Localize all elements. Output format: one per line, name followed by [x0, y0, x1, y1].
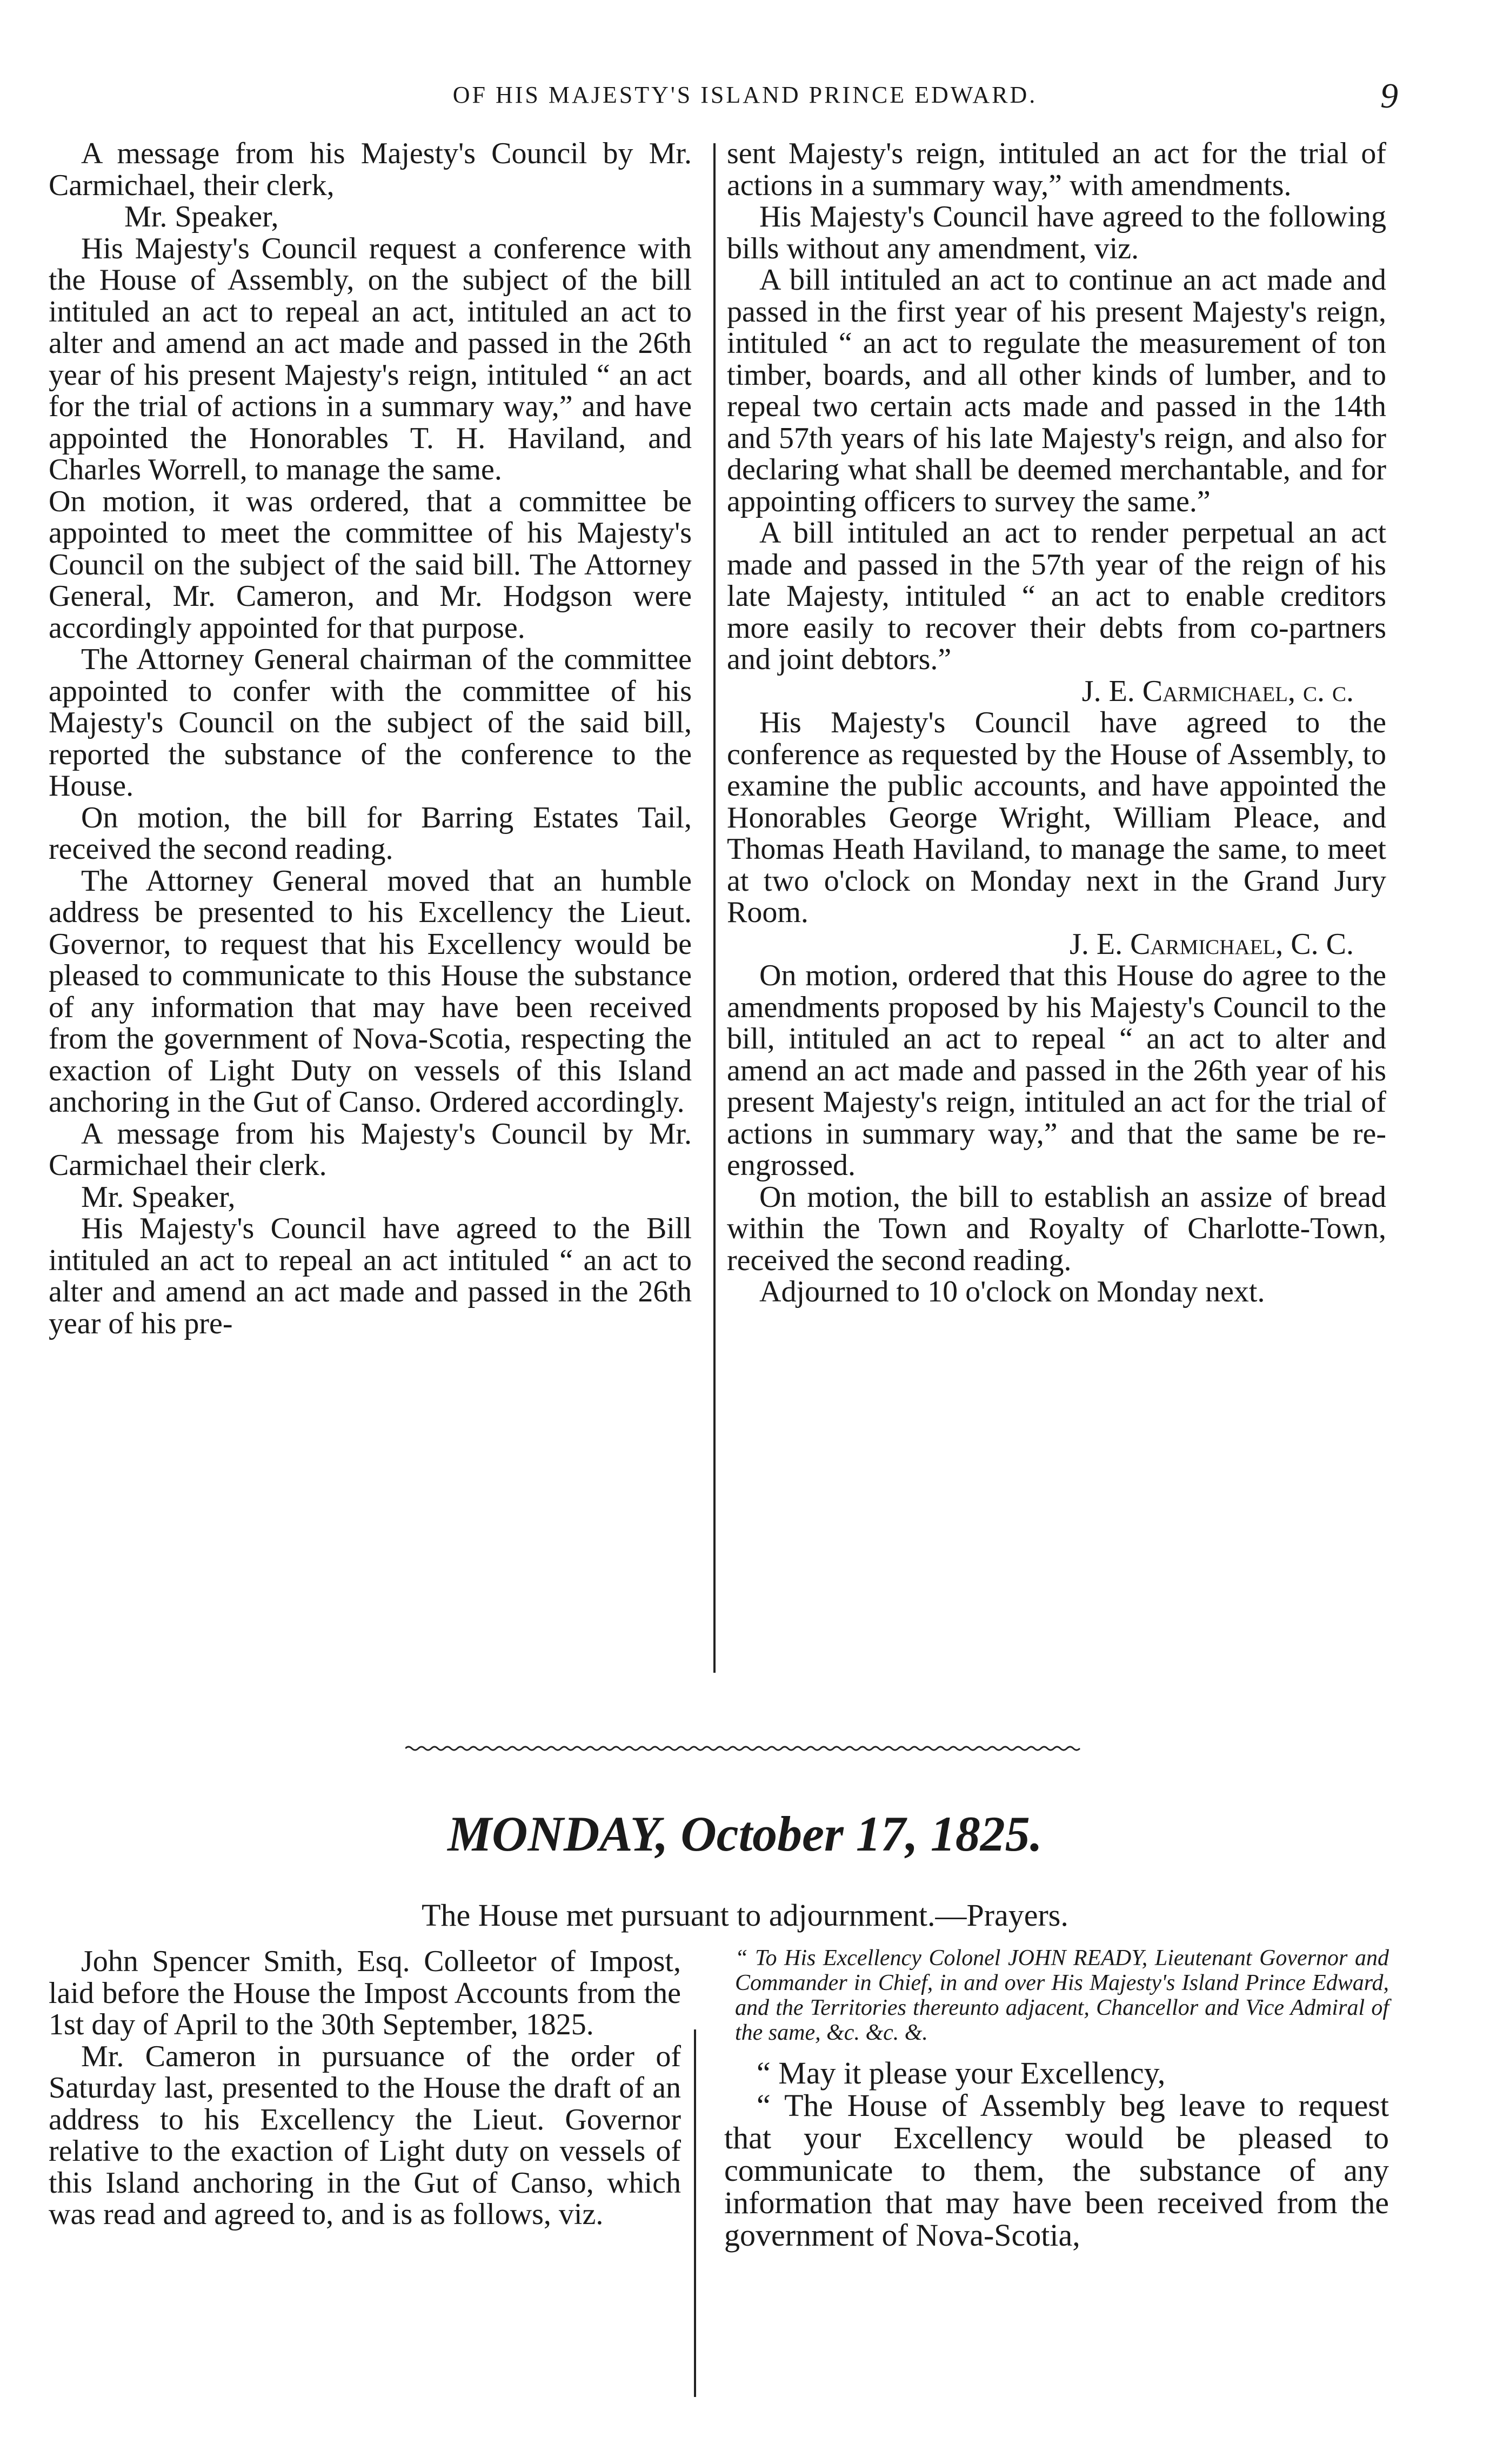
wavy-separator: [405, 1745, 1081, 1752]
signature: J. E. Carmichael, c. c.: [1081, 674, 1354, 708]
paragraph: The Attorney General moved that an humble address be presented to his Excellency the Lieut. Governor, to request that his Excellency would be pleased to communicate to this House the substance of any information that may have been received from the government of Nova-Scotia, respecting the exaction of Light Duty on vessels of this Island anchoring in the Gut of Canso. Ordered accordingly.: [49, 864, 692, 1119]
paragraph: His Majesty's Council have agreed to the Bill intituled an act to repeal an act intituled “ an act to alter and amend an act made and passed in the 26th year of his pre-: [49, 1212, 692, 1340]
paragraph: On motion, the bill to establish an assize of bread within the Town and Royalty of Charlotte-Town, received the second reading.: [727, 1180, 1386, 1277]
day-heading: MONDAY, October 17, 1825.: [447, 1806, 1043, 1861]
paragraph: John Spencer Smith, Esq. Colleetor of Impost, laid before the House the Impost Accounts from the 1st day of April to the 30th September, 1825.: [49, 1945, 681, 2041]
salutation: Mr. Speaker,: [81, 1180, 236, 1214]
address-heading: “ To His Excellency Colonel JOHN READY, Lieutenant Governor and Commander in Chief, in and over His Majesty's Island Prince Edward, and the Territories thereunto adjacent, Chancellor and Vice Admiral of the same, &c. &c. &.: [735, 1946, 1389, 2045]
column-right-top: [727, 138, 1386, 1308]
column-right-bottom: [724, 1946, 1389, 2252]
paragraph: On motion, ordered that this House do agree to the amendments proposed by his Majesty's Council to the bill, intituled an act to repeal “ an act to alter and amend an act made and passed in the 26th year of his present Majesty's reign, intituled an act for the trial of actions in summary way,” and that the same be re-engrossed.: [727, 959, 1386, 1182]
column-left-bottom: [49, 1946, 681, 2231]
address-body: [724, 2057, 1389, 2252]
paragraph: “ The House of Assembly beg leave to request that your Excellency would be pleased to communicate to them, the substance of any information that may have been received from the government of Nova-Scotia,: [724, 2088, 1389, 2253]
salutation: “ May it please your Excellency,: [757, 2055, 1166, 2091]
paragraph: His Majesty's Council have agreed to the conference as requested by the House of Assembly, to examine the public accounts, and have appointed the Honorables George Wright, William Pleace, and Thomas Heath Haviland, to manage the same, to meet at two o'clock on Monday next in the Grand Jury Room.: [727, 706, 1386, 929]
paragraph: A message from his Majesty's Council by Mr. Carmichael their clerk.: [49, 1117, 692, 1182]
paragraph: On motion, the bill for Barring Estates Tail, received the second reading.: [49, 800, 692, 866]
page-number: 9: [1380, 76, 1398, 116]
paragraph: A message from his Majesty's Council by Mr. Carmichael, their clerk,: [49, 137, 692, 202]
opening-line: The House met pursuant to adjournment.—Prayers.: [422, 1898, 1068, 1933]
paragraph: A bill intituled an act to render perpetual an act made and passed in the 57th year of the reign of his late Majesty, intituled “ an act to enable creditors more easily to recover their debts from co-partners and joint debtors.”: [727, 516, 1386, 676]
paragraph: His Majesty's Council request a conference with the House of Assembly, on the subject of the bill intituled an act to repeal an act, intituled an act to alter and amend an act made and passed in the 26th year of his present Majesty's reign, intituled “ an act for the trial of actions in a summary way,” and have appointed the Honorables T. H. Haviland, and Charles Worrell, to manage the same.: [49, 231, 692, 486]
paragraph: sent Majesty's reign, intituled an act for the trial of actions in a summary way,” with amendments.: [727, 137, 1386, 202]
paragraph: On motion, it was ordered, that a committee be appointed to meet the committee of his Majesty's Council on the subject of the said bill. The Attorney General, Mr. Cameron, and Mr. Hodgson were accordingly appointed for that purpose.: [49, 484, 692, 645]
paragraph: A bill intituled an act to continue an act made and passed in the first year of his present Majesty's reign, intituled “ an act to regulate the measurement of ton timber, boards, and all other kinds of lumber, and to repeal two certain acts made and passed in the 14th and 57th years of his late Majesty's reign, and also for declaring what shall be deemed merchantable, and for appointing officers to survey the same.”: [727, 263, 1386, 518]
running-head: OF HIS MAJESTY'S ISLAND PRINCE EDWARD.: [452, 82, 1038, 108]
column-divider-top: [713, 143, 716, 1673]
column-left-top: [49, 138, 692, 1339]
signature: J. E. Carmichael, C. C.: [1070, 927, 1354, 961]
salutation: Mr. Speaker,: [124, 200, 279, 233]
paragraph: His Majesty's Council have agreed to the following bills without any amendment, viz.: [727, 200, 1386, 265]
paragraph: The Attorney General chairman of the committee appointed to confer with the committee of his Majesty's Council on the subject of the said bill, reported the substance of the conference to the House.: [49, 643, 692, 803]
column-divider-bottom: [694, 2029, 696, 2397]
paragraph: Adjourned to 10 o'clock on Monday next.: [759, 1275, 1265, 1308]
paragraph: Mr. Cameron in pursuance of the order of Saturday last, presented to the House the draft of an address to his Excellency the Lieut. Governor relative to the exaction of Light duty on vessels of this Island anchoring in the Gut of Canso, which was read and agreed to, and is as follows, viz.: [49, 2039, 681, 2231]
